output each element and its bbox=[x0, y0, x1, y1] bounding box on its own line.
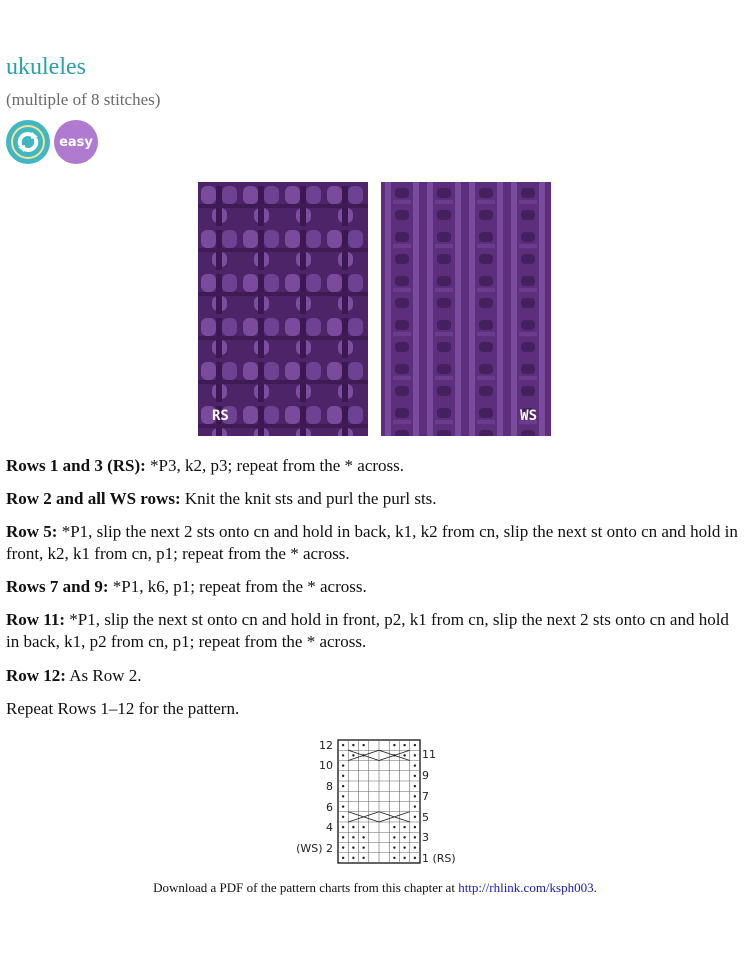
chart-row-label-5: 5 bbox=[422, 811, 429, 824]
purl-dot bbox=[414, 857, 416, 859]
ws-knit-texture bbox=[381, 182, 551, 436]
pattern-title: ukuleles bbox=[6, 54, 86, 80]
purl-dot bbox=[342, 775, 344, 777]
ws-swatch-photo bbox=[381, 182, 551, 436]
purl-dot bbox=[414, 836, 416, 838]
purl-dot bbox=[342, 744, 344, 746]
instruction-row-5: Row 5: *P1, slip the next 2 sts onto cn and hold in back, k1, k2 from cn, slip the next st onto cn and hold in front, k2, k1 from cn, p1; repeat from the * across. bbox=[6, 522, 738, 563]
purl-dot bbox=[352, 857, 354, 859]
purl-dot bbox=[352, 836, 354, 838]
ws-label: WS bbox=[520, 408, 537, 424]
purl-dot bbox=[342, 754, 344, 756]
rs-knit-texture bbox=[198, 182, 368, 436]
chart-row-label-2: (WS) 2 bbox=[296, 842, 333, 855]
stitch-chart bbox=[290, 736, 470, 868]
purl-dot bbox=[393, 846, 395, 848]
footer-text: Download a PDF of the pattern charts from this chapter at bbox=[153, 880, 459, 895]
footer-note bbox=[0, 880, 750, 896]
chart-row-label-8: 8 bbox=[326, 780, 333, 793]
purl-dot bbox=[352, 754, 354, 756]
purl-dot bbox=[414, 846, 416, 848]
purl-dot bbox=[342, 805, 344, 807]
badge-row bbox=[6, 120, 98, 164]
purl-dot bbox=[393, 826, 395, 828]
purl-dot bbox=[342, 836, 344, 838]
purl-dot bbox=[414, 764, 416, 766]
purl-dot bbox=[362, 836, 364, 838]
purl-dot bbox=[362, 744, 364, 746]
pdf-link[interactable]: http://rhlink.com/ksph003 bbox=[458, 880, 594, 895]
purl-dot bbox=[342, 785, 344, 787]
purl-dot bbox=[403, 826, 405, 828]
chart-row-label-1: 1 (RS) bbox=[422, 852, 456, 865]
chart-row-label-9: 9 bbox=[422, 769, 429, 782]
purl-dot bbox=[342, 764, 344, 766]
footer-period: . bbox=[593, 880, 597, 895]
instruction-row-2: Row 2 and all WS rows: Knit the knit sts and purl the purl sts. bbox=[6, 489, 437, 508]
circular-arrows-icon bbox=[10, 124, 46, 160]
purl-dot bbox=[342, 816, 344, 818]
purl-dot bbox=[414, 795, 416, 797]
purl-dot bbox=[414, 816, 416, 818]
purl-dot bbox=[342, 857, 344, 859]
repeat-instruction: Repeat Rows 1–12 for the pattern. bbox=[6, 699, 240, 718]
skill-badge bbox=[6, 120, 50, 164]
chart-row-label-12: 12 bbox=[319, 739, 333, 752]
instruction-rows-1-3: Rows 1 and 3 (RS): *P3, k2, p3; repeat from the * across. bbox=[6, 456, 405, 475]
chart-row-label-11: 11 bbox=[422, 748, 436, 761]
rs-swatch-photo bbox=[198, 182, 368, 436]
instruction-row-12: Row 12: As Row 2. bbox=[6, 666, 142, 685]
purl-dot bbox=[414, 785, 416, 787]
purl-dot bbox=[403, 754, 405, 756]
chart-grid-lines bbox=[338, 740, 420, 863]
instruction-row-11: Row 11: *P1, slip the next st onto cn and hold in front, p2, k1 from cn, slip the next 2 sts onto cn and hold in back, k1, p2 from cn, p1; repeat from the * across. bbox=[6, 610, 729, 651]
chart-row-label-7: 7 bbox=[422, 790, 429, 803]
purl-dot bbox=[352, 846, 354, 848]
purl-dot bbox=[403, 836, 405, 838]
purl-dot bbox=[362, 857, 364, 859]
purl-dot bbox=[403, 744, 405, 746]
purl-dot bbox=[403, 846, 405, 848]
purl-dot bbox=[414, 754, 416, 756]
purl-dot bbox=[414, 775, 416, 777]
purl-dot bbox=[342, 795, 344, 797]
purl-dot bbox=[393, 857, 395, 859]
purl-dot bbox=[352, 826, 354, 828]
pattern-subtitle: (multiple of 8 stitches) bbox=[6, 90, 161, 109]
purl-dot bbox=[403, 857, 405, 859]
chart-row-label-10: 10 bbox=[319, 759, 333, 772]
purl-dot bbox=[414, 805, 416, 807]
purl-dot bbox=[362, 826, 364, 828]
stitch-chart-grid bbox=[290, 736, 470, 868]
purl-dot bbox=[352, 744, 354, 746]
chart-row-label-6: 6 bbox=[326, 801, 333, 814]
difficulty-badge: easy bbox=[54, 120, 98, 164]
chart-row-label-3: 3 bbox=[422, 831, 429, 844]
purl-dot bbox=[362, 846, 364, 848]
purl-dot bbox=[342, 846, 344, 848]
purl-dot bbox=[342, 826, 344, 828]
purl-dot bbox=[414, 826, 416, 828]
purl-dot bbox=[393, 744, 395, 746]
chart-row-label-4: 4 bbox=[326, 821, 333, 834]
purl-dot bbox=[393, 836, 395, 838]
purl-dot bbox=[414, 744, 416, 746]
instruction-rows-7-9: Rows 7 and 9: *P1, k6, p1; repeat from the * across. bbox=[6, 577, 367, 596]
rs-label: RS bbox=[212, 408, 229, 424]
